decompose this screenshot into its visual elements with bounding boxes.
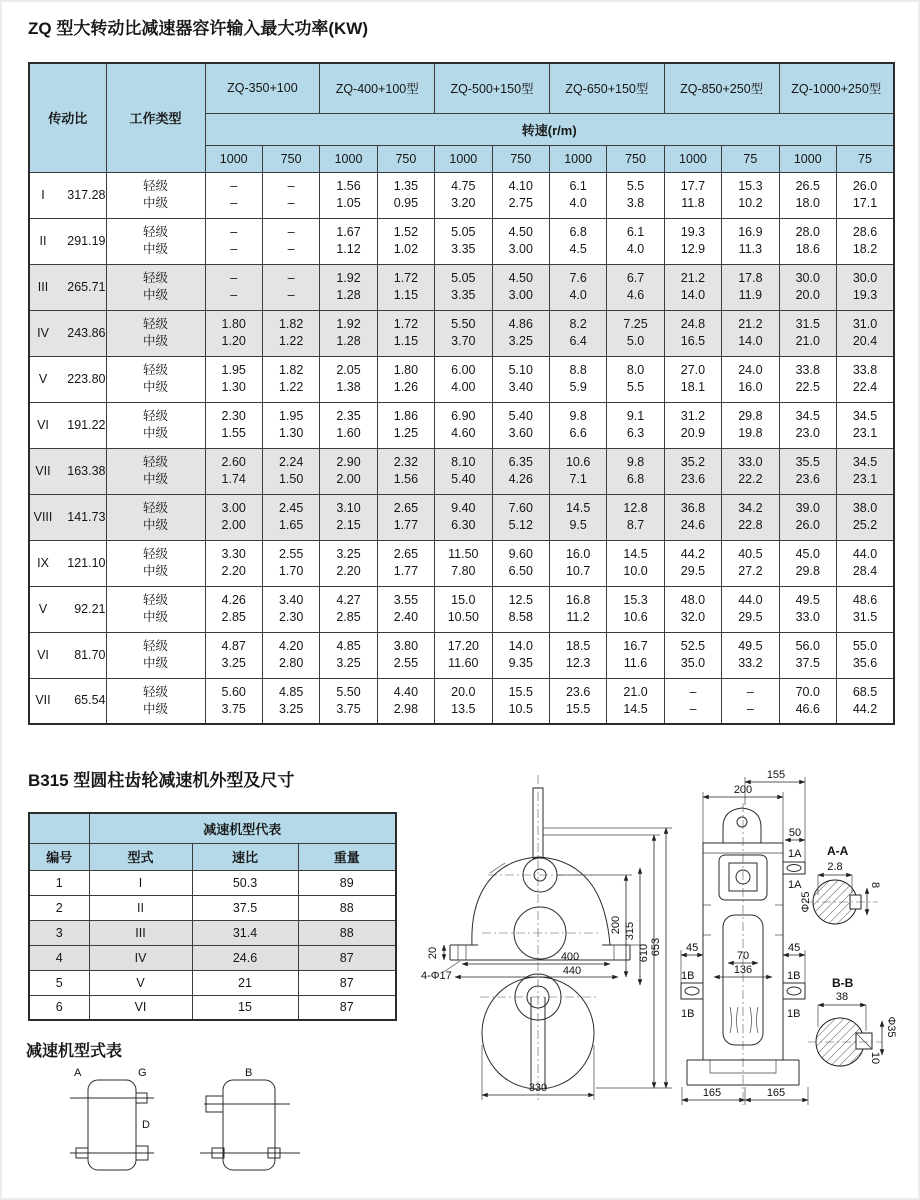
transmission-ratio-cell: VII 65.54 [29, 678, 106, 724]
dim-200-front: 200 [610, 915, 622, 935]
power-value-cell: 38.0 25.2 [836, 494, 894, 540]
power-value-cell: 5.50 3.75 [320, 678, 377, 724]
power-value-cell: 5.60 3.75 [205, 678, 262, 724]
dim-136: 136 [733, 964, 753, 976]
power-value-cell: 49.5 33.0 [779, 586, 836, 632]
power-value-cell: 44.0 29.5 [722, 586, 779, 632]
label-1b-left-top: 1B [681, 970, 695, 982]
power-table-body [29, 172, 894, 724]
power-value-cell: 1.86 1.25 [377, 402, 434, 448]
header-rpm: 750 [262, 145, 319, 172]
power-value-cell: 34.2 22.8 [722, 494, 779, 540]
power-value-cell: 5.05 3.35 [435, 264, 492, 310]
power-value-cell: – – [722, 678, 779, 724]
power-value-cell: 3.10 2.15 [320, 494, 377, 540]
header-rpm: 1000 [320, 145, 377, 172]
power-value-cell: 39.0 26.0 [779, 494, 836, 540]
header-transmission-ratio: 传动比 [29, 63, 106, 172]
power-value-cell: 52.5 35.0 [664, 632, 721, 678]
power-value-cell: 33.8 22.4 [836, 356, 894, 402]
power-value-cell: 9.60 6.50 [492, 540, 549, 586]
power-table-header [29, 63, 894, 172]
work-type-cell: 轻级 中级 [106, 678, 205, 724]
work-type-cell: 轻级 中级 [106, 586, 205, 632]
transmission-ratio-cell: VIII 141.73 [29, 494, 106, 540]
power-value-cell: 5.10 3.40 [492, 356, 549, 402]
power-table-row [29, 632, 894, 678]
type-cell: I [89, 870, 192, 895]
power-value-cell: 8.0 5.5 [607, 356, 664, 402]
header-rpm: 1000 [779, 145, 836, 172]
reducer-type-table-body [29, 870, 396, 1020]
power-value-cell: 68.5 44.2 [836, 678, 894, 724]
power-value-cell: – – [205, 218, 262, 264]
power-value-cell: 6.1 4.0 [607, 218, 664, 264]
reducer-type-row [29, 920, 396, 945]
power-value-cell: 5.05 3.35 [435, 218, 492, 264]
power-value-cell: – – [205, 264, 262, 310]
header-rpm: 750 [607, 145, 664, 172]
work-type-cell: 轻级 中级 [106, 540, 205, 586]
weight-cell: 87 [298, 945, 396, 970]
header-rpm: 750 [377, 145, 434, 172]
power-value-cell: 18.5 12.3 [549, 632, 606, 678]
power-value-cell: 15.3 10.6 [607, 586, 664, 632]
power-value-cell: 44.0 28.4 [836, 540, 894, 586]
header-work-type: 工作类型 [106, 63, 205, 172]
reducer-type-diagrams [28, 1058, 368, 1198]
power-value-cell: 3.80 2.55 [377, 632, 434, 678]
power-value-cell: 15.5 10.5 [492, 678, 549, 724]
label-type-g: G [138, 1067, 147, 1079]
weight-cell: 87 [298, 970, 396, 995]
label-1a-top: 1A [788, 848, 802, 860]
power-value-cell: 33.0 22.2 [722, 448, 779, 494]
header-speed-ratio: 速比 [192, 843, 298, 870]
header-weight: 重量 [298, 843, 396, 870]
header-blank [29, 813, 89, 843]
power-value-cell: 2.65 1.77 [377, 494, 434, 540]
page-title-b315: B315 型圆柱齿轮减速机外型及尺寸 [28, 771, 295, 790]
power-value-cell: 6.00 4.00 [435, 356, 492, 402]
header-rpm: 1000 [205, 145, 262, 172]
power-table-row [29, 172, 894, 218]
power-value-cell: 6.1 4.0 [549, 172, 606, 218]
dim-440: 440 [562, 965, 582, 977]
weight-cell: 88 [298, 920, 396, 945]
page-title-type-list: 减速机型式表 [26, 1043, 123, 1060]
power-table-row [29, 678, 894, 724]
power-value-cell: 26.5 18.0 [779, 172, 836, 218]
power-value-cell: 2.90 2.00 [320, 448, 377, 494]
gearbox-technical-drawing [420, 755, 920, 1200]
dim-bb-diameter: Φ35 [885, 1016, 897, 1038]
section-bb-title: B-B [832, 976, 854, 990]
power-value-cell: 28.0 18.6 [779, 218, 836, 264]
no-cell: 3 [29, 920, 89, 945]
power-value-cell: 6.7 4.6 [607, 264, 664, 310]
ratio-cell: 21 [192, 970, 298, 995]
dim-330: 330 [528, 1082, 548, 1094]
side-view [681, 769, 808, 1105]
header-model-0: ZQ-350+100 [205, 63, 320, 113]
header-model-3: ZQ-650+150型 [549, 63, 664, 113]
power-value-cell: 7.60 5.12 [492, 494, 549, 540]
dim-bb-width: 38 [835, 991, 849, 1003]
power-value-cell: 4.50 3.00 [492, 264, 549, 310]
power-value-cell: 28.6 18.2 [836, 218, 894, 264]
power-value-cell: 1.52 1.02 [377, 218, 434, 264]
power-value-cell: 44.2 29.5 [664, 540, 721, 586]
power-value-cell: 4.40 2.98 [377, 678, 434, 724]
reducer-type-row [29, 995, 396, 1020]
transmission-ratio-cell: IX 121.10 [29, 540, 106, 586]
header-rpm: 1000 [664, 145, 721, 172]
power-value-cell: 55.0 35.6 [836, 632, 894, 678]
power-value-cell: 7.6 4.0 [549, 264, 606, 310]
power-table-row [29, 586, 894, 632]
power-value-cell: 1.95 1.30 [205, 356, 262, 402]
power-value-cell: 35.2 23.6 [664, 448, 721, 494]
ratio-cell: 15 [192, 995, 298, 1020]
power-value-cell: 2.35 1.60 [320, 402, 377, 448]
power-value-cell: 2.30 1.55 [205, 402, 262, 448]
power-value-cell: 56.0 37.5 [779, 632, 836, 678]
transmission-ratio-cell: VI 191.22 [29, 402, 106, 448]
header-rpm: 750 [492, 145, 549, 172]
label-1b-right-bottom: 1B [787, 1008, 801, 1020]
work-type-cell: 轻级 中级 [106, 494, 205, 540]
power-value-cell: 1.35 0.95 [377, 172, 434, 218]
header-model-4: ZQ-850+250型 [664, 63, 779, 113]
power-value-cell: 1.92 1.28 [320, 264, 377, 310]
dim-bb-key: 10 [869, 1051, 881, 1065]
power-value-cell: 21.2 14.0 [664, 264, 721, 310]
power-value-cell: – – [262, 218, 319, 264]
section-aa-title: A-A [827, 844, 849, 858]
power-value-cell: 31.0 20.4 [836, 310, 894, 356]
power-value-cell: 24.8 16.5 [664, 310, 721, 356]
work-type-cell: 轻级 中级 [106, 402, 205, 448]
power-value-cell: 3.30 2.20 [205, 540, 262, 586]
type-diagram-b [200, 1067, 300, 1170]
power-value-cell: 35.5 23.6 [779, 448, 836, 494]
label-1b-right-top: 1B [787, 970, 801, 982]
power-value-cell: 36.8 24.6 [664, 494, 721, 540]
type-cell: VI [89, 995, 192, 1020]
power-value-cell: 33.8 22.5 [779, 356, 836, 402]
section-aa [800, 844, 881, 924]
power-value-cell: 8.8 5.9 [549, 356, 606, 402]
dim-20: 20 [427, 946, 439, 960]
power-value-cell: 9.1 6.3 [607, 402, 664, 448]
work-type-cell: 轻级 中级 [106, 218, 205, 264]
power-value-cell: 1.56 1.05 [320, 172, 377, 218]
power-value-cell: 9.8 6.8 [607, 448, 664, 494]
power-value-cell: 1.95 1.30 [262, 402, 319, 448]
power-value-cell: 6.8 4.5 [549, 218, 606, 264]
power-value-cell: 23.6 15.5 [549, 678, 606, 724]
power-value-cell: 7.25 5.0 [607, 310, 664, 356]
power-value-cell: 17.20 11.60 [435, 632, 492, 678]
label-type-a: A [74, 1067, 82, 1079]
header-model-2: ZQ-500+150型 [435, 63, 550, 113]
power-value-cell: 6.35 4.26 [492, 448, 549, 494]
section-bb [808, 976, 897, 1066]
power-value-cell: 1.72 1.15 [377, 310, 434, 356]
power-value-cell: 21.0 14.5 [607, 678, 664, 724]
dim-45-left: 45 [686, 942, 699, 954]
work-type-cell: 轻级 中级 [106, 264, 205, 310]
power-value-cell: 14.0 9.35 [492, 632, 549, 678]
power-value-cell: 4.50 3.00 [492, 218, 549, 264]
type-cell: IV [89, 945, 192, 970]
header-model-5: ZQ-1000+250型 [779, 63, 894, 113]
power-value-cell: 2.05 1.38 [320, 356, 377, 402]
power-value-cell: 2.32 1.56 [377, 448, 434, 494]
power-value-cell: 34.5 23.1 [836, 402, 894, 448]
dim-165-left: 165 [702, 1087, 722, 1099]
power-value-cell: 40.5 27.2 [722, 540, 779, 586]
power-value-cell: 3.25 2.20 [320, 540, 377, 586]
work-type-cell: 轻级 中级 [106, 356, 205, 402]
power-value-cell: 12.5 8.58 [492, 586, 549, 632]
type-cell: II [89, 895, 192, 920]
power-value-cell: 31.5 21.0 [779, 310, 836, 356]
page-title-power-table: ZQ 型大转动比减速器容许输入最大功率(KW) [28, 19, 368, 38]
reducer-type-row [29, 945, 396, 970]
power-value-cell: 12.8 8.7 [607, 494, 664, 540]
no-cell: 2 [29, 895, 89, 920]
power-value-cell: 4.26 2.85 [205, 586, 262, 632]
dim-50: 50 [788, 827, 802, 839]
weight-cell: 89 [298, 870, 396, 895]
power-value-cell: 27.0 18.1 [664, 356, 721, 402]
power-table-row [29, 218, 894, 264]
dim-aa-key: 8 [869, 881, 881, 889]
dim-4xd17: 4-Φ17 [421, 970, 452, 982]
no-cell: 1 [29, 870, 89, 895]
power-value-cell: 1.82 1.22 [262, 356, 319, 402]
dim-315: 315 [624, 921, 636, 941]
header-speed: 转速(r/m) [205, 113, 894, 145]
header-type: 型式 [89, 843, 192, 870]
power-value-cell: 34.5 23.0 [779, 402, 836, 448]
power-value-cell: 16.7 11.6 [607, 632, 664, 678]
power-table-row [29, 356, 894, 402]
type-diagram-agd [70, 1067, 154, 1170]
power-value-cell: 49.5 33.2 [722, 632, 779, 678]
dim-aa-width: 2.8 [827, 861, 843, 873]
power-value-cell: 5.50 3.70 [435, 310, 492, 356]
power-value-cell: – – [205, 172, 262, 218]
transmission-ratio-cell: VII 163.38 [29, 448, 106, 494]
header-rpm: 75 [722, 145, 779, 172]
transmission-ratio-cell: II 291.19 [29, 218, 106, 264]
power-value-cell: 4.87 3.25 [205, 632, 262, 678]
power-table-row [29, 448, 894, 494]
type-cell: V [89, 970, 192, 995]
power-value-cell: 4.20 2.80 [262, 632, 319, 678]
power-value-cell: 4.85 3.25 [262, 678, 319, 724]
power-value-cell: 9.40 6.30 [435, 494, 492, 540]
front-view [421, 775, 672, 1100]
dim-200-side: 200 [733, 784, 753, 796]
power-value-cell: 2.24 1.50 [262, 448, 319, 494]
power-value-cell: 1.67 1.12 [320, 218, 377, 264]
power-value-cell: 1.82 1.22 [262, 310, 319, 356]
power-value-cell: 6.90 4.60 [435, 402, 492, 448]
power-value-cell: 3.55 2.40 [377, 586, 434, 632]
power-table [28, 62, 895, 725]
dim-aa-diameter: Φ25 [800, 891, 812, 913]
power-value-cell: – – [664, 678, 721, 724]
power-value-cell: 8.2 6.4 [549, 310, 606, 356]
work-type-cell: 轻级 中级 [106, 448, 205, 494]
power-value-cell: 45.0 29.8 [779, 540, 836, 586]
power-value-cell: 4.27 2.85 [320, 586, 377, 632]
dim-155: 155 [766, 769, 786, 781]
power-value-cell: 4.10 2.75 [492, 172, 549, 218]
reducer-type-table [28, 812, 397, 1021]
ratio-cell: 24.6 [192, 945, 298, 970]
power-value-cell: 16.8 11.2 [549, 586, 606, 632]
power-value-cell: 4.85 3.25 [320, 632, 377, 678]
dim-610: 610 [638, 943, 650, 963]
power-value-cell: 30.0 20.0 [779, 264, 836, 310]
power-value-cell: – – [262, 172, 319, 218]
label-1b-left-bottom: 1B [681, 1008, 695, 1020]
power-value-cell: 21.2 14.0 [722, 310, 779, 356]
label-type-d: D [142, 1119, 150, 1131]
power-value-cell: 1.92 1.28 [320, 310, 377, 356]
dim-400: 400 [560, 951, 580, 963]
no-cell: 5 [29, 970, 89, 995]
weight-cell: 88 [298, 895, 396, 920]
power-value-cell: 2.65 1.77 [377, 540, 434, 586]
transmission-ratio-cell: IV 243.86 [29, 310, 106, 356]
power-table-row [29, 540, 894, 586]
power-table-row [29, 264, 894, 310]
power-value-cell: 48.0 32.0 [664, 586, 721, 632]
power-table-row [29, 494, 894, 540]
dim-653: 653 [650, 937, 662, 957]
header-reducer-model: 减速机型代表 [89, 813, 396, 843]
power-value-cell: 1.80 1.26 [377, 356, 434, 402]
power-value-cell: 19.3 12.9 [664, 218, 721, 264]
power-value-cell: 14.5 10.0 [607, 540, 664, 586]
ratio-cell: 31.4 [192, 920, 298, 945]
power-value-cell: 8.10 5.40 [435, 448, 492, 494]
power-value-cell: 24.0 16.0 [722, 356, 779, 402]
dim-70: 70 [736, 950, 750, 962]
no-cell: 6 [29, 995, 89, 1020]
power-value-cell: 5.5 3.8 [607, 172, 664, 218]
power-table-row [29, 310, 894, 356]
power-table-row [29, 402, 894, 448]
power-value-cell: 17.8 11.9 [722, 264, 779, 310]
weight-cell: 87 [298, 995, 396, 1020]
power-value-cell: 4.75 3.20 [435, 172, 492, 218]
dim-165-right: 165 [766, 1087, 786, 1099]
reducer-type-row [29, 870, 396, 895]
power-value-cell: 15.0 10.50 [435, 586, 492, 632]
header-rpm: 75 [836, 145, 894, 172]
label-type-b: B [245, 1067, 253, 1079]
no-cell: 4 [29, 945, 89, 970]
power-value-cell: 30.0 19.3 [836, 264, 894, 310]
header-rpm: 1000 [549, 145, 606, 172]
power-value-cell: – – [262, 264, 319, 310]
transmission-ratio-cell: III 265.71 [29, 264, 106, 310]
power-value-cell: 70.0 46.6 [779, 678, 836, 724]
power-value-cell: 16.9 11.3 [722, 218, 779, 264]
power-value-cell: 1.80 1.20 [205, 310, 262, 356]
power-value-cell: 9.8 6.6 [549, 402, 606, 448]
type-cell: III [89, 920, 192, 945]
reducer-type-row [29, 970, 396, 995]
power-value-cell: 34.5 23.1 [836, 448, 894, 494]
power-value-cell: 10.6 7.1 [549, 448, 606, 494]
dim-45-right: 45 [788, 942, 801, 954]
work-type-cell: 轻级 中级 [106, 172, 205, 218]
power-value-cell: 5.40 3.60 [492, 402, 549, 448]
power-value-cell: 1.72 1.15 [377, 264, 434, 310]
power-value-cell: 11.50 7.80 [435, 540, 492, 586]
reducer-type-row [29, 895, 396, 920]
power-value-cell: 26.0 17.1 [836, 172, 894, 218]
work-type-cell: 轻级 中级 [106, 632, 205, 678]
power-value-cell: 31.2 20.9 [664, 402, 721, 448]
power-value-cell: 14.5 9.5 [549, 494, 606, 540]
work-type-cell: 轻级 中级 [106, 310, 205, 356]
ratio-cell: 37.5 [192, 895, 298, 920]
power-value-cell: 4.86 3.25 [492, 310, 549, 356]
header-rpm: 1000 [435, 145, 492, 172]
transmission-ratio-cell: V 92.21 [29, 586, 106, 632]
label-1a-bottom: 1A [788, 879, 802, 891]
power-value-cell: 2.55 1.70 [262, 540, 319, 586]
power-value-cell: 2.60 1.74 [205, 448, 262, 494]
power-value-cell: 17.7 11.8 [664, 172, 721, 218]
transmission-ratio-cell: VI 81.70 [29, 632, 106, 678]
power-value-cell: 3.00 2.00 [205, 494, 262, 540]
reducer-type-table-header [29, 813, 396, 870]
power-value-cell: 2.45 1.65 [262, 494, 319, 540]
power-value-cell: 48.6 31.5 [836, 586, 894, 632]
transmission-ratio-cell: I 317.28 [29, 172, 106, 218]
power-value-cell: 16.0 10.7 [549, 540, 606, 586]
ratio-cell: 50.3 [192, 870, 298, 895]
power-value-cell: 29.8 19.8 [722, 402, 779, 448]
header-model-1: ZQ-400+100型 [320, 63, 435, 113]
power-value-cell: 15.3 10.2 [722, 172, 779, 218]
power-value-cell: 20.0 13.5 [435, 678, 492, 724]
power-value-cell: 3.40 2.30 [262, 586, 319, 632]
transmission-ratio-cell: V 223.80 [29, 356, 106, 402]
header-no: 编号 [29, 843, 89, 870]
